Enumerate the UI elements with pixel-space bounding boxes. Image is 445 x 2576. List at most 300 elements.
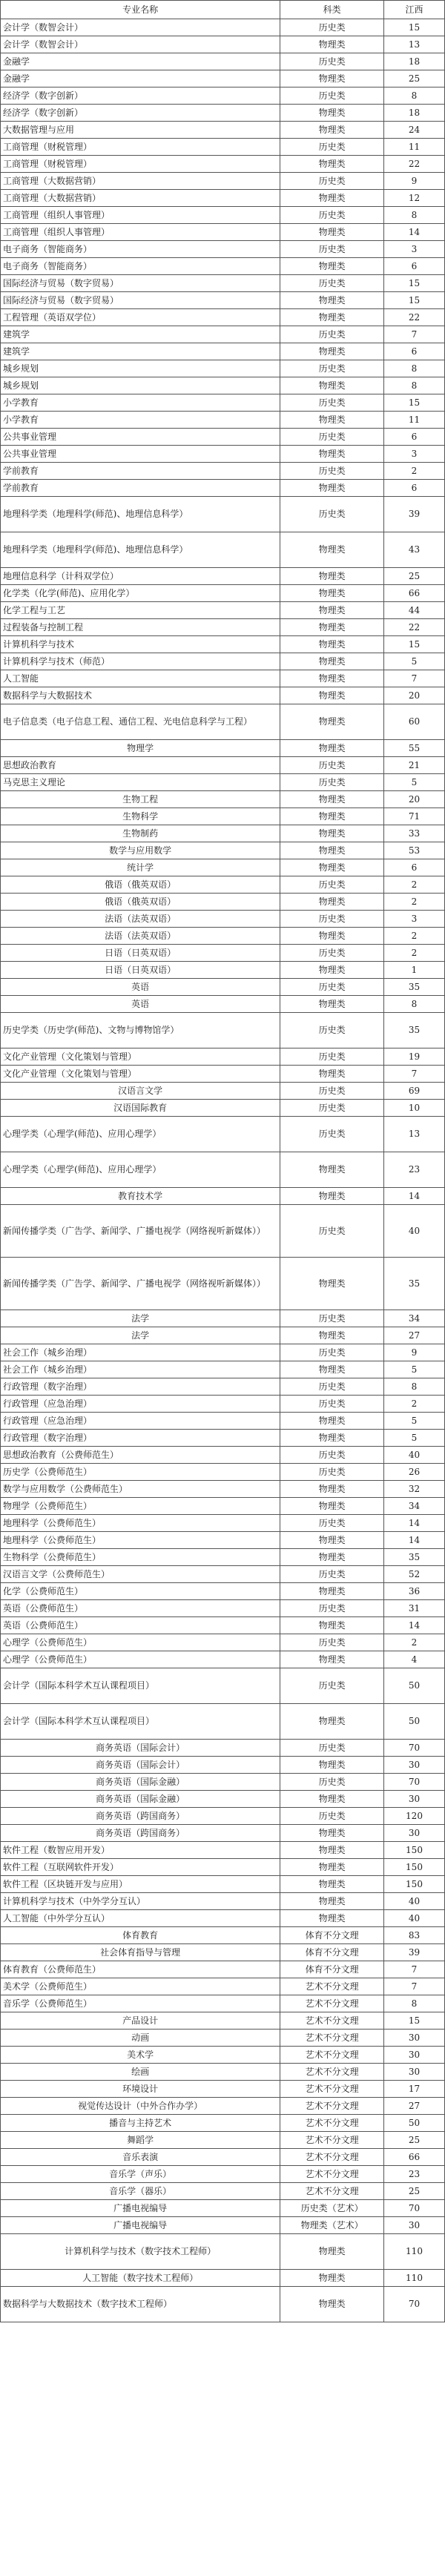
table-row — [1, 1066, 445, 1083]
cell-category: 体育不分文理 — [280, 1927, 384, 1944]
table-row — [1, 343, 445, 360]
cell-major-name: 地理科学（公费师范生） — [1, 1532, 280, 1549]
cell-category: 历史类 — [280, 1566, 384, 1583]
table-row — [1, 1617, 445, 1634]
cell-category: 历史类 — [280, 1808, 384, 1825]
cell-major-name: 汉语国际教育 — [1, 1100, 280, 1117]
cell-jiangxi-count: 110 — [384, 2270, 445, 2287]
cell-major-name: 商务英语（跨国商务） — [1, 1808, 280, 1825]
cell-category: 艺术不分文理 — [280, 2149, 384, 2166]
table-row — [1, 241, 445, 258]
cell-major-name: 地理科学（公费师范生） — [1, 1515, 280, 1532]
cell-jiangxi-count: 35 — [384, 1549, 445, 1566]
table-row — [1, 791, 445, 808]
cell-major-name: 建筑学 — [1, 343, 280, 360]
cell-major-name: 化学类（化学(师范)、应用化学） — [1, 585, 280, 602]
cell-category: 历史类 — [280, 139, 384, 156]
cell-major-name: 历史学（公费师范生） — [1, 1464, 280, 1481]
table-row — [1, 2030, 445, 2047]
table-row — [1, 1842, 445, 1859]
table-row — [1, 585, 445, 602]
table-row — [1, 774, 445, 791]
table-row — [1, 2098, 445, 2115]
cell-category: 物理类 — [280, 70, 384, 87]
table-row — [1, 1668, 445, 1704]
cell-major-name: 行政管理（数字治理） — [1, 1430, 280, 1447]
cell-jiangxi-count: 50 — [384, 1668, 445, 1704]
cell-major-name: 计算机科学与技术 — [1, 636, 280, 653]
cell-jiangxi-count: 14 — [384, 1617, 445, 1634]
cell-category: 物理类 — [280, 1825, 384, 1842]
cell-major-name: 法学 — [1, 1327, 280, 1344]
cell-jiangxi-count: 19 — [384, 1048, 445, 1066]
table-row — [1, 808, 445, 825]
cell-major-name: 工商管理（财税管理） — [1, 156, 280, 173]
cell-major-name: 环境设计 — [1, 2081, 280, 2098]
table-row — [1, 1978, 445, 1995]
cell-category: 物理类 — [280, 1430, 384, 1447]
table-row — [1, 1634, 445, 1651]
cell-major-name: 地理信息科学（计科双学位） — [1, 568, 280, 585]
table-row — [1, 1893, 445, 1910]
table-row — [1, 258, 445, 275]
table-row — [1, 928, 445, 945]
cell-jiangxi-count: 34 — [384, 1310, 445, 1327]
cell-category: 物理类 — [280, 1704, 384, 1740]
table-row — [1, 463, 445, 480]
cell-major-name: 物理学 — [1, 740, 280, 757]
cell-category: 历史类 — [280, 1048, 384, 1066]
cell-jiangxi-count: 120 — [384, 1808, 445, 1825]
cell-jiangxi-count: 5 — [384, 1430, 445, 1447]
cell-jiangxi-count: 50 — [384, 1704, 445, 1740]
table-row — [1, 190, 445, 207]
cell-major-name: 公共事业管理 — [1, 446, 280, 463]
cell-category: 历史类 — [280, 53, 384, 70]
cell-major-name: 马克思主义理论 — [1, 774, 280, 791]
cell-category: 物理类 — [280, 894, 384, 911]
cell-jiangxi-count: 5 — [384, 653, 445, 670]
header-category: 科类 — [280, 1, 384, 19]
cell-jiangxi-count: 39 — [384, 497, 445, 532]
cell-category: 物理类 — [280, 446, 384, 463]
cell-category: 历史类 — [280, 757, 384, 774]
cell-category: 历史类 — [280, 87, 384, 105]
cell-category: 物理类 — [280, 190, 384, 207]
cell-category: 物理类 — [280, 859, 384, 876]
cell-jiangxi-count: 6 — [384, 343, 445, 360]
table-row — [1, 1910, 445, 1927]
table-row — [1, 2149, 445, 2166]
cell-category: 物理类 — [280, 585, 384, 602]
cell-jiangxi-count: 3 — [384, 446, 445, 463]
cell-major-name: 体育教育 — [1, 1927, 280, 1944]
cell-category: 艺术不分文理 — [280, 2166, 384, 2183]
cell-category: 历史类 — [280, 1013, 384, 1048]
table-row — [1, 1600, 445, 1617]
cell-major-name: 思想政治教育 — [1, 757, 280, 774]
cell-major-name: 建筑学 — [1, 326, 280, 343]
cell-major-name: 法语（法英双语） — [1, 928, 280, 945]
cell-jiangxi-count: 40 — [384, 1910, 445, 1927]
cell-category: 物理类 — [280, 532, 384, 568]
cell-category: 历史类 — [280, 1774, 384, 1791]
table-row — [1, 1344, 445, 1361]
cell-jiangxi-count: 9 — [384, 1344, 445, 1361]
table-row — [1, 2217, 445, 2234]
cell-jiangxi-count: 6 — [384, 258, 445, 275]
cell-category: 物理类 — [280, 1188, 384, 1205]
cell-jiangxi-count: 70 — [384, 1774, 445, 1791]
cell-major-name: 历史学类（历史学(师范)、文物与博物馆学） — [1, 1013, 280, 1048]
cell-major-name: 英语（公费师范生） — [1, 1600, 280, 1617]
cell-jiangxi-count: 8 — [384, 87, 445, 105]
cell-category: 物理类 — [280, 480, 384, 497]
table-row — [1, 2064, 445, 2081]
cell-jiangxi-count: 14 — [384, 224, 445, 241]
cell-major-name: 学前教育 — [1, 463, 280, 480]
cell-major-name: 产品设计 — [1, 2012, 280, 2030]
cell-major-name: 社会体育指导与管理 — [1, 1944, 280, 1961]
cell-category: 历史类 — [280, 1515, 384, 1532]
table-row — [1, 2081, 445, 2098]
cell-category: 历史类 — [280, 1600, 384, 1617]
table-row — [1, 1757, 445, 1774]
table-row — [1, 653, 445, 670]
cell-jiangxi-count: 2 — [384, 876, 445, 894]
cell-jiangxi-count: 83 — [384, 1927, 445, 1944]
cell-major-name: 英语（公费师范生） — [1, 1617, 280, 1634]
cell-major-name: 视觉传达设计（中外合作办学） — [1, 2098, 280, 2115]
cell-jiangxi-count: 7 — [384, 670, 445, 687]
cell-category: 物理类 — [280, 602, 384, 619]
cell-category: 物理类 — [280, 1549, 384, 1566]
cell-major-name: 过程装备与控制工程 — [1, 619, 280, 636]
cell-category: 物理类 — [280, 1258, 384, 1310]
table-row — [1, 1464, 445, 1481]
cell-major-name: 公共事业管理 — [1, 429, 280, 446]
cell-category: 历史类（艺术） — [280, 2200, 384, 2217]
cell-jiangxi-count: 40 — [384, 1893, 445, 1910]
cell-major-name: 数学与应用数学（公费师范生） — [1, 1481, 280, 1498]
cell-category: 物理类 — [280, 2270, 384, 2287]
cell-jiangxi-count: 30 — [384, 1757, 445, 1774]
table-row — [1, 412, 445, 429]
cell-category: 物理类 — [280, 1617, 384, 1634]
table-row — [1, 842, 445, 859]
table-row — [1, 360, 445, 377]
table-row — [1, 1327, 445, 1344]
cell-major-name: 广播电视编导 — [1, 2217, 280, 2234]
cell-major-name: 生物科学（公费师范生） — [1, 1549, 280, 1566]
cell-jiangxi-count: 8 — [384, 377, 445, 394]
cell-jiangxi-count: 12 — [384, 190, 445, 207]
cell-jiangxi-count: 5 — [384, 1361, 445, 1378]
cell-major-name: 物理学（公费师范生） — [1, 1498, 280, 1515]
table-row — [1, 326, 445, 343]
cell-jiangxi-count: 8 — [384, 1378, 445, 1396]
cell-category: 物理类 — [280, 825, 384, 842]
cell-jiangxi-count: 60 — [384, 704, 445, 740]
table-row — [1, 894, 445, 911]
cell-jiangxi-count: 15 — [384, 636, 445, 653]
table-row — [1, 1566, 445, 1583]
table-row — [1, 1048, 445, 1066]
table-row — [1, 1258, 445, 1310]
cell-major-name: 动画 — [1, 2030, 280, 2047]
cell-jiangxi-count: 30 — [384, 2217, 445, 2234]
cell-major-name: 经济学（数字创新） — [1, 105, 280, 122]
cell-major-name: 俄语（俄英双语） — [1, 894, 280, 911]
cell-category: 艺术不分文理 — [280, 2012, 384, 2030]
cell-category: 物理类 — [280, 1910, 384, 1927]
cell-category: 物理类 — [280, 2234, 384, 2270]
cell-major-name: 绘画 — [1, 2064, 280, 2081]
cell-category: 历史类 — [280, 1464, 384, 1481]
cell-category: 物理类 — [280, 1651, 384, 1668]
cell-category: 物理类 — [280, 670, 384, 687]
cell-major-name: 工商管理（财税管理） — [1, 139, 280, 156]
cell-jiangxi-count: 150 — [384, 1842, 445, 1859]
table-row — [1, 497, 445, 532]
cell-jiangxi-count: 25 — [384, 2183, 445, 2200]
table-row — [1, 139, 445, 156]
cell-major-name: 心理学类（心理学(师范)、应用心理学） — [1, 1117, 280, 1152]
table-row — [1, 1825, 445, 1842]
cell-category: 历史类 — [280, 326, 384, 343]
cell-major-name: 生物工程 — [1, 791, 280, 808]
cell-jiangxi-count: 9 — [384, 173, 445, 190]
table-row — [1, 962, 445, 979]
table-row — [1, 602, 445, 619]
table-row — [1, 2047, 445, 2064]
cell-major-name: 地理科学类（地理科学(师范)、地理信息科学） — [1, 497, 280, 532]
cell-jiangxi-count: 22 — [384, 156, 445, 173]
cell-major-name: 心理学类（心理学(师范)、应用心理学） — [1, 1152, 280, 1188]
table-row — [1, 979, 445, 996]
cell-category: 历史类 — [280, 275, 384, 292]
table-row — [1, 70, 445, 87]
cell-jiangxi-count: 6 — [384, 429, 445, 446]
cell-major-name: 化学工程与工艺 — [1, 602, 280, 619]
cell-category: 物理类 — [280, 791, 384, 808]
table-row — [1, 19, 445, 36]
table-row — [1, 377, 445, 394]
cell-major-name: 商务英语（国际会计） — [1, 1740, 280, 1757]
cell-category: 物理类 — [280, 996, 384, 1013]
cell-category: 历史类 — [280, 463, 384, 480]
cell-jiangxi-count: 4 — [384, 1651, 445, 1668]
table-row — [1, 1447, 445, 1464]
table-row — [1, 1583, 445, 1600]
cell-category: 物理类 — [280, 962, 384, 979]
table-row — [1, 1927, 445, 1944]
cell-category: 艺术不分文理 — [280, 2132, 384, 2149]
cell-jiangxi-count: 21 — [384, 757, 445, 774]
cell-category: 物理类 — [280, 1791, 384, 1808]
cell-category: 物理类（艺术） — [280, 2217, 384, 2234]
cell-major-name: 城乡规划 — [1, 377, 280, 394]
table-row — [1, 105, 445, 122]
table-row — [1, 636, 445, 653]
cell-jiangxi-count: 70 — [384, 2287, 445, 2322]
table-row — [1, 309, 445, 326]
cell-jiangxi-count: 150 — [384, 1859, 445, 1876]
cell-category: 历史类 — [280, 1083, 384, 1100]
cell-category: 历史类 — [280, 1310, 384, 1327]
table-row — [1, 1413, 445, 1430]
cell-major-name: 数学与应用数学 — [1, 842, 280, 859]
cell-category: 历史类 — [280, 945, 384, 962]
table-row — [1, 1808, 445, 1825]
cell-jiangxi-count: 50 — [384, 2115, 445, 2132]
cell-major-name: 计算机科学与技术（师范） — [1, 653, 280, 670]
cell-category: 物理类 — [280, 1413, 384, 1430]
cell-major-name: 英语 — [1, 996, 280, 1013]
cell-major-name: 软件工程（区块链开发与应用） — [1, 1876, 280, 1893]
cell-category: 物理类 — [280, 258, 384, 275]
table-row — [1, 122, 445, 139]
cell-major-name: 音乐学（声乐） — [1, 2166, 280, 2183]
table-row — [1, 1740, 445, 1757]
cell-category: 物理类 — [280, 1498, 384, 1515]
cell-jiangxi-count: 27 — [384, 1327, 445, 1344]
cell-jiangxi-count: 33 — [384, 825, 445, 842]
table-row — [1, 1361, 445, 1378]
cell-category: 历史类 — [280, 774, 384, 791]
table-row — [1, 1774, 445, 1791]
cell-jiangxi-count: 6 — [384, 859, 445, 876]
cell-major-name: 会计学（数智会计） — [1, 36, 280, 53]
table-row — [1, 173, 445, 190]
cell-jiangxi-count: 5 — [384, 1413, 445, 1430]
cell-major-name: 软件工程（数智应用开发） — [1, 1842, 280, 1859]
table-row — [1, 740, 445, 757]
cell-category: 物理类 — [280, 343, 384, 360]
cell-category: 艺术不分文理 — [280, 2115, 384, 2132]
table-body — [1, 19, 445, 2322]
cell-major-name: 工商管理（组织人事管理） — [1, 207, 280, 224]
cell-jiangxi-count: 3 — [384, 911, 445, 928]
cell-category: 物理类 — [280, 122, 384, 139]
cell-major-name: 舞蹈学 — [1, 2132, 280, 2149]
cell-jiangxi-count: 70 — [384, 2200, 445, 2217]
table-row — [1, 1100, 445, 1117]
cell-jiangxi-count: 30 — [384, 1791, 445, 1808]
cell-jiangxi-count: 1 — [384, 962, 445, 979]
cell-jiangxi-count: 11 — [384, 139, 445, 156]
cell-category: 物理类 — [280, 740, 384, 757]
cell-category: 历史类 — [280, 1447, 384, 1464]
table-row — [1, 2234, 445, 2270]
cell-major-name: 金融学 — [1, 70, 280, 87]
table-row — [1, 825, 445, 842]
cell-category: 历史类 — [280, 1634, 384, 1651]
cell-category: 历史类 — [280, 173, 384, 190]
table-row — [1, 2200, 445, 2217]
table-row — [1, 1117, 445, 1152]
cell-jiangxi-count: 15 — [384, 292, 445, 309]
cell-jiangxi-count: 23 — [384, 1152, 445, 1188]
cell-category: 物理类 — [280, 1893, 384, 1910]
cell-category: 物理类 — [280, 568, 384, 585]
table-row — [1, 1013, 445, 1048]
table-row — [1, 1083, 445, 1100]
cell-jiangxi-count: 52 — [384, 1566, 445, 1583]
cell-jiangxi-count: 8 — [384, 207, 445, 224]
cell-major-name: 电子商务（智能商务） — [1, 241, 280, 258]
cell-major-name: 国际经济与贸易（数字贸易） — [1, 275, 280, 292]
cell-category: 物理类 — [280, 619, 384, 636]
cell-major-name: 行政管理（数字治理） — [1, 1378, 280, 1396]
cell-category: 艺术不分文理 — [280, 2064, 384, 2081]
table-row — [1, 480, 445, 497]
table-row — [1, 1481, 445, 1498]
cell-jiangxi-count: 32 — [384, 1481, 445, 1498]
cell-jiangxi-count: 2 — [384, 894, 445, 911]
cell-major-name: 统计学 — [1, 859, 280, 876]
cell-category: 物理类 — [280, 1583, 384, 1600]
cell-jiangxi-count: 8 — [384, 1995, 445, 2012]
cell-category: 物理类 — [280, 292, 384, 309]
cell-jiangxi-count: 71 — [384, 808, 445, 825]
cell-category: 物理类 — [280, 309, 384, 326]
cell-major-name: 播音与主持艺术 — [1, 2115, 280, 2132]
cell-major-name: 商务英语（跨国商务） — [1, 1825, 280, 1842]
cell-category: 历史类 — [280, 1378, 384, 1396]
cell-category: 历史类 — [280, 1396, 384, 1413]
table-row — [1, 2115, 445, 2132]
cell-jiangxi-count: 11 — [384, 412, 445, 429]
cell-major-name: 法语（法英双语） — [1, 911, 280, 928]
cell-category: 历史类 — [280, 911, 384, 928]
cell-category: 艺术不分文理 — [280, 2098, 384, 2115]
cell-major-name: 工程管理（英语双学位） — [1, 309, 280, 326]
cell-category: 历史类 — [280, 429, 384, 446]
cell-major-name: 法学 — [1, 1310, 280, 1327]
cell-major-name: 会计学（国际本科学术互认课程项目） — [1, 1704, 280, 1740]
cell-category: 艺术不分文理 — [280, 1995, 384, 2012]
cell-major-name: 人工智能 — [1, 670, 280, 687]
cell-category: 物理类 — [280, 842, 384, 859]
cell-category: 物理类 — [280, 105, 384, 122]
cell-jiangxi-count: 43 — [384, 532, 445, 568]
cell-major-name: 化学（公费师范生） — [1, 1583, 280, 1600]
cell-jiangxi-count: 2 — [384, 945, 445, 962]
table-row — [1, 275, 445, 292]
cell-major-name: 心理学（公费师范生） — [1, 1634, 280, 1651]
cell-jiangxi-count: 15 — [384, 275, 445, 292]
table-row — [1, 1549, 445, 1566]
cell-jiangxi-count: 18 — [384, 105, 445, 122]
cell-jiangxi-count: 15 — [384, 2012, 445, 2030]
cell-major-name: 行政管理（应急治理） — [1, 1413, 280, 1430]
cell-major-name: 小学教育 — [1, 412, 280, 429]
cell-jiangxi-count: 40 — [384, 1447, 445, 1464]
cell-major-name: 日语（日英双语） — [1, 962, 280, 979]
cell-jiangxi-count: 30 — [384, 2047, 445, 2064]
cell-jiangxi-count: 8 — [384, 360, 445, 377]
cell-major-name: 人工智能（数字技术工程师） — [1, 2270, 280, 2287]
table-row — [1, 1310, 445, 1327]
cell-category: 历史类 — [280, 1668, 384, 1704]
cell-jiangxi-count: 24 — [384, 122, 445, 139]
cell-major-name: 日语（日英双语） — [1, 945, 280, 962]
cell-category: 艺术不分文理 — [280, 2183, 384, 2200]
cell-major-name: 计算机科学与技术（中外学分互认） — [1, 1893, 280, 1910]
cell-jiangxi-count: 2 — [384, 928, 445, 945]
header-jiangxi: 江西 — [384, 1, 445, 19]
